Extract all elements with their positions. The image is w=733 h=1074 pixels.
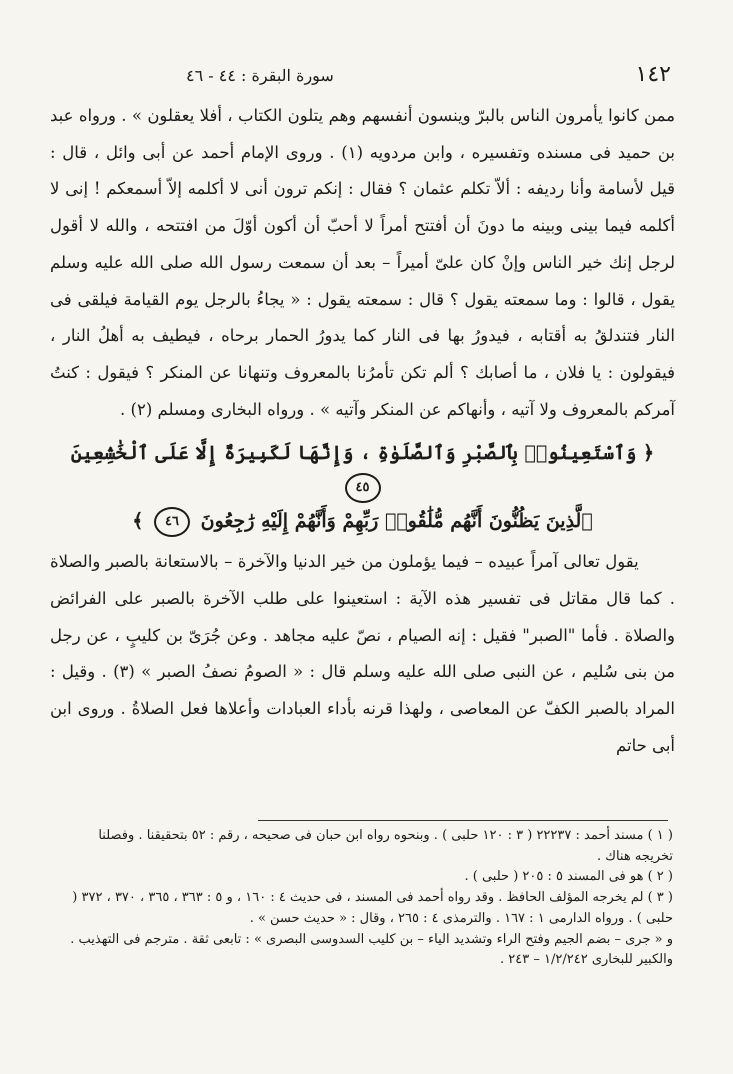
footnote-1: ( ١ ) مسند أحمد : ٢٢٢٣٧ ( ٣ : ١٢٠ حلبى ) . وبنحوه رواه ابن حبان فى صحيحه ، رقم : ٥٢ بتحقيقنا . وفصلنا تخريجه هناك .: [98, 828, 673, 864]
footnote-separator: [258, 820, 668, 821]
footnotes: [60, 826, 673, 971]
paragraph-hadith: ممن كانوا يأمرون الناس بالبرّ وينسون أنفسهم وهم يتلون الكتاب ، أفلا يعقلون » . ورواه عبد بن حميد فى مسنده وتفسيره ، وابن مردويه (١) . وروى الإمام أحمد عن أبى وائل ، قال : قيل لأسامة وأنا رديفه : ألاّ تكلم عثمان ؟ فقال : إنكم ترون أنى لا أكلمه إلاّ أسمعكم ! إنى لا أكلمه فيما بينى وبينه ما دونَ أن أفتتح أمراً لا أحبّ أن أكون أوّلَ من افتتحه ، والله لا أقول لرجل إنك خير الناس وإنْ كان علىّ أميراً – بعد أن سمعت رسول الله صلى الله عليه وسلم يقول ، قالوا : وما سمعته يقول ؟ قال : سمعته يقول : « يجاءُ بالرجل يوم القيامة فيلقى فى النار فتندلقُ به أقتابه ، فيدورُ بها فى النار كما يدورُ الحمار برحاه ، فيطيف به أهلُ النار ، فيقولون : يا فلان ، ما أصابك ؟ ألم تكن تأمرُنا بالمعروف وتنهانا عن المنكر ؟ فيقول : كنتُ آمركم بالمعروف ولا آتيه ، وأنهاكم عن المنكر وآتيه » . ورواه البخارى ومسلم (٢) .: [50, 106, 675, 419]
verse-text-2: ٱلَّذِينَ يَظُنُّونَ أَنَّهُم مُّلَٰقُوا۟ رَبِّهِمْ وَأَنَّهُمْ إِلَيْهِ رَٰجِعُونَ: [200, 510, 593, 533]
quran-verse: [50, 436, 675, 538]
verse-line-2: [50, 504, 675, 538]
footnote-3-note: و « جرى – بضم الجيم وفتح الراء وتشديد الياء – بن كليب السدوسى البصرى » : تابعى ثقة . مترجم فى التهذيب . والكبير للبخارى ١/٢/٢٤٢ – ٢٤٣ .: [70, 931, 673, 968]
verse-close-bracket: ﴾: [132, 510, 144, 533]
ayah-number-46: ٤٦: [154, 507, 190, 537]
paragraph-commentary: يقول تعالى آمراً عبيده – فيما يؤملون من خير الدنيا والآخرة – بالاستعانة بالصبر والصلاة . كما قال مقاتل فى تفسير هذه الآية : استعينوا على طلب الآخرة بالصبر على الفرائض والصلاة . فأما "الصبر" فقيل : إنه الصيام ، نصّ عليه مجاهد . وعن جُرَىّ بن كليبٍ ، عن رجل من بنى سُليم ، عن النبى صلى الله عليه وسلم قال : « الصومُ نصفُ الصبر » (٣) . وقيل : المراد بالصبر الكفّ عن المعاصى ، ولهذا قرنه بأداء العبادات وأعلاها فعل الصلاةُ . وروى ابن أبى حاتم: [50, 552, 675, 755]
footnote-2: ( ٢ ) هو فى المسند ٥ : ٢٠٥ ( حلبى ) .: [464, 869, 673, 885]
page-header: [66, 62, 671, 94]
ayah-number-45: ٤٥: [345, 473, 381, 503]
running-head: سورة البقرة : ٤٤ - ٤٦: [186, 66, 334, 85]
footnote-3: ( ٣ ) لم يخرجه المؤلف الحافظ . وقد رواه أحمد فى المسند ، فى حديث ٤ : ١٦٠ ، و ٥ : ٣٦٣ ، ٣٦٥ ، ٣٧٠ ، ٣٧٢ ( حلبى ) . ورواه الدارمى ١ : ١٦٧ . والترمذى ٤ : ٢٦٥ ، وقال : « حديث حسن » .: [72, 890, 673, 926]
main-text: [50, 98, 675, 765]
verse-text-1: ﴿ وَٱسْتَعِينُوا۟ بِٱلصَّبْرِ وَٱلصَّلَوٰةِ ، وَإِنَّهَا لَكَبِيرَةٌ إِلَّا عَلَى ٱلْخَٰشِعِينَ: [70, 442, 655, 465]
verse-line-1: [50, 436, 675, 504]
page-number: ١٤٢: [635, 62, 671, 87]
